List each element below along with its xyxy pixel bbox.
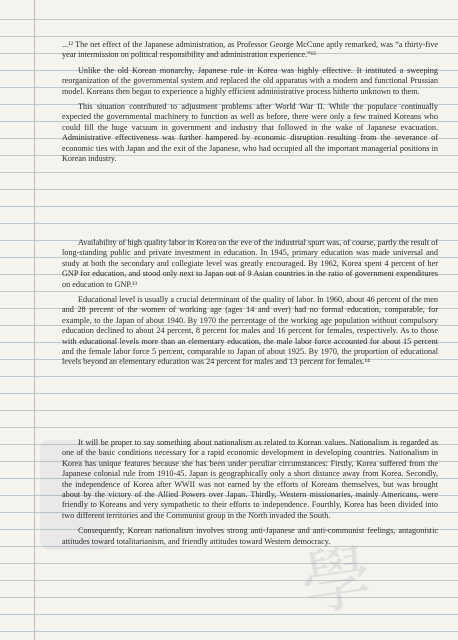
paragraph-adjustment-problems: This situation contributed to adjustment problems after World War II. While the populace continually expected the governmental machinery to function as well as before, there were only a few trained Koreans who could fill the huge vacuum in government and industry that followed in the wake of Japanese evacuation. Administrative effectiveness was further hampered by economic disruption resulting from the severance of economic ties with Japan and the exit of the Japanese, who had occupied all the important managerial positions in Korean industry. [62,102,438,164]
paragraph-japanese-rule: Unlike the old Korean monarchy, Japanese rule in Korea was highly effective. It instituted a sweeping reorganization of the governmental system and replaced the old apparatus with a modern and functional Prussian model. Koreans then began to experience a highly efficient administrative process hitherto unknown to them. [62,65,438,96]
top-text-block [62,40,438,169]
paragraph-consequently: Consequently, Korean nationalism involves strong anti-Japanese and anti-communist feelings, antagonistic attitudes toward totalitarianism, and friendly attitudes toward Western democracy. [62,526,438,546]
bottom-text-block [62,438,438,552]
paragraph-educational-level: Educational level is usually a crucial determinant of the quality of labor. In 1960, about 46 percent of the men and 28 percent of the women of working age (ages 14 and over) had no formal education, comparable, for example, to the Japan of about 1940. By 1970 the percentage of the working age population without compulsory education declined to about 24 percent, 8 percent for males and 16 percent for females, respectively. As to those with educational levels more than an elementary education, the male labor force accounted for about 15 percent and the female labor force 5 percent, comparable to Japan of about 1925. By 1970, the proportion of educational levels beyond an elementary education was 24 percent for males and 13 percent for females.¹⁴ [62,295,438,367]
middle-text-block [62,238,438,373]
paragraph-labor-availability: Availability of high quality labor in Korea on the eve of the industrial spurt was, of course, partly the result of long-standing public and private investment in education. In 1945, primary education was made universal and study at both the secondary and collegiate level was greatly encouraged. By 1962, Korea spent 4 percent of her GNP for education, and stood only next to Japan out of 9 Asian countries in the ratio of government expenditures on education to GNP.¹³ [62,238,438,289]
paragraph-nationalism: It will be proper to say something about nationalism as related to Korean values. Nationalism is regarded as one of the basic conditions necessary for a rapid economic development in developing countries. Nationalism in Korea has unique features because she has been under peculiar circumstances: Firstly, Korea suffered from the Japanese colonial rule from 1910-45. Japan is geographically only a short distance away from Korea. Secondly, the independence of Korea after WWII was not earned by the efforts of Koreans themselves, but was brought about by the victory of the Allied Powers over Japan. Thirdly, Western missionaries, mainly Americans, were friendly to Koreans and very sympathetic to their efforts to independence. Fourthly, Korea has been divided into two different territories and the Communist group in the North invaded the South. [62,438,438,520]
margin-line [34,0,35,640]
watermark-glyph: 學 [296,535,378,627]
paragraph-net-effect: ...¹² The net effect of the Japanese administration, as Professor George McCune aptly remarked, was “a thirty-five year intermission on political responsibility and administration experience.”¹³ [62,40,438,60]
